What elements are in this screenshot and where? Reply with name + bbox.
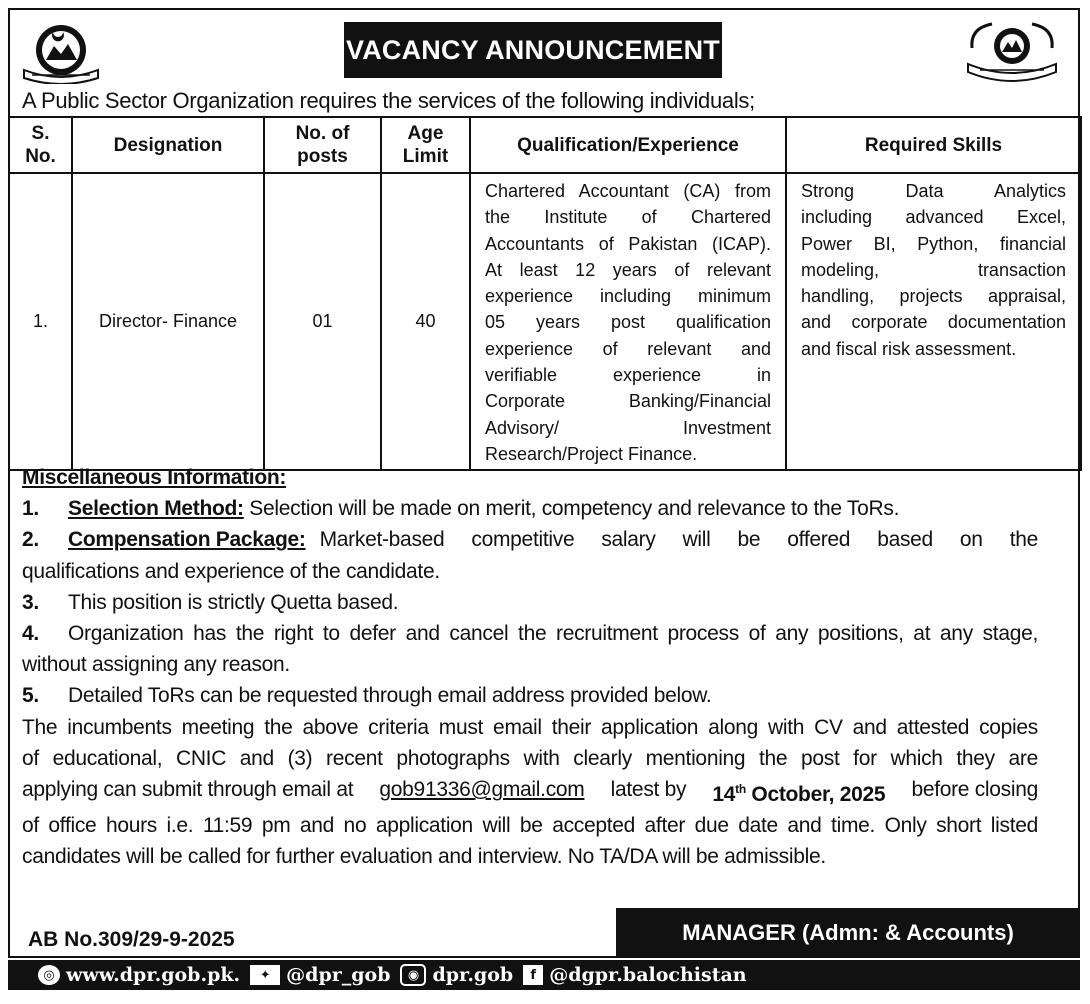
column-header-sno: S. No. (9, 117, 72, 173)
item-number: 3. (22, 590, 39, 614)
deadline-month-year: October, 2025 (751, 783, 886, 807)
social-website[interactable] (38, 964, 240, 986)
instructions-line-deadline (22, 774, 1038, 810)
cell-skills (786, 173, 1081, 470)
table-header-row (9, 117, 1081, 173)
instagram-handle: dpr.gob (432, 964, 514, 986)
cell-posts: 01 (264, 173, 381, 470)
government-emblem-logo (20, 18, 102, 84)
deadline-ordinal: th (735, 782, 746, 797)
vacancy-title-banner: VACANCY ANNOUNCEMENT (344, 22, 722, 78)
facebook-icon: f (523, 965, 543, 985)
misc-item (22, 493, 1038, 524)
misc-item (22, 587, 1038, 618)
social-instagram[interactable] (400, 964, 513, 986)
item-text: This position is strictly Quetta based. (68, 590, 399, 614)
instructions-text: applying can submit through email at (22, 778, 354, 802)
ab-number: AB No.309/29-9-2025 (28, 928, 235, 951)
instructions-line: candidates will be called for further evaluation and interview. No TA/DA will be admissible. (22, 845, 826, 869)
intro-text: A Public Sector Organization requires the services of the following individuals; (22, 88, 755, 113)
instructions-line: The incumbents meeting the above criteria must email their application along with CV and attested copies (22, 715, 1038, 739)
item-number: 5. (22, 684, 39, 708)
qualification-line: verifiable experience in (485, 365, 771, 386)
skills-line: including advanced Excel, (801, 207, 1066, 228)
misc-item (22, 618, 1038, 649)
qualification-line: Accountants of Pakistan (ICAP). (485, 233, 771, 254)
misc-section (22, 462, 1038, 873)
cell-qualification (470, 173, 786, 470)
item-text: Organization has the right to defer and cancel the recruitment process of any positions, at any stage, (68, 622, 1038, 646)
item-text: Detailed ToRs can be requested through email address provided below. (68, 684, 712, 708)
social-media-bar (8, 960, 1080, 990)
item-label: Selection Method: (68, 497, 244, 521)
item-number: 4. (22, 622, 39, 646)
facebook-handle: @dgpr.balochistan (549, 964, 747, 986)
twitter-handle: @dpr_gob (286, 964, 391, 986)
cell-age: 40 (381, 173, 470, 470)
column-header-age: Age Limit (381, 117, 470, 173)
website-url: www.dpr.gob.pk. (66, 964, 241, 986)
skills-line: modeling, transaction (801, 259, 1066, 280)
instagram-icon: ◉ (400, 964, 426, 986)
qualification-line: the Institute of Chartered (485, 207, 771, 228)
instructions-text: latest by (610, 778, 687, 802)
instructions-line: of office hours i.e. 11:59 pm and no application will be accepted after due date and time. Only short listed (22, 814, 1038, 838)
instructions-line: of educational, CNIC and (3) recent photographs with clearly mentioning the post for which they are (22, 746, 1038, 770)
skills-line: Power BI, Python, financial (801, 233, 1066, 254)
deadline-day: 14 (712, 783, 736, 807)
table-row (9, 173, 1081, 470)
column-header-posts: No. of posts (264, 117, 381, 173)
qualification-line: experience including minimum (485, 286, 771, 307)
skills-line: Strong Data Analytics (801, 181, 1066, 201)
item-label: Compensation Package: (68, 528, 306, 552)
misc-title: Miscellaneous Information: (22, 466, 287, 489)
skills-line: handling, projects appraisal, (801, 286, 1066, 307)
cell-designation: Director- Finance (72, 173, 264, 470)
column-header-skills: Required Skills (786, 117, 1081, 173)
cell-sno: 1. (9, 173, 72, 470)
qualification-line: Corporate Banking/Financial (485, 391, 771, 412)
qualification-line: 05 years post qualification (485, 312, 771, 333)
misc-item (22, 524, 1038, 555)
skills-line: and fiscal risk assessment. (801, 338, 1017, 359)
social-twitter[interactable] (250, 964, 390, 986)
qualification-line: Research/Project Finance. (485, 443, 698, 464)
item-number: 1. (22, 497, 39, 521)
twitter-icon: ✦ (250, 965, 280, 985)
application-email-link[interactable]: gob91336@gmail.com (379, 778, 585, 802)
qualification-line: At least 12 years of relevant (485, 259, 771, 280)
qualification-line: Advisory/ Investment (485, 417, 771, 438)
vacancy-table (8, 116, 1082, 471)
social-facebook[interactable] (523, 964, 746, 986)
misc-item (22, 680, 1038, 711)
item-text: Selection will be made on merit, competency and relevance to the ToRs. (249, 497, 900, 521)
department-emblem-logo (962, 18, 1062, 84)
qualification-line: Chartered Accountant (CA) from (485, 181, 771, 201)
item-text: Market-based competitive salary will be offered based on the (319, 528, 1038, 552)
instructions-text: before closing (911, 778, 1038, 802)
manager-signature-block: MANAGER (Admn: & Accounts) (616, 908, 1080, 958)
column-header-qualification: Qualification/Experience (470, 117, 786, 173)
qualification-line: experience of relevant and (485, 338, 771, 359)
globe-icon: ◎ (38, 965, 60, 985)
skills-line: and corporate documentation (801, 312, 1066, 333)
item-text-continued: without assigning any reason. (22, 653, 290, 677)
item-number: 2. (22, 528, 39, 552)
column-header-designation: Designation (72, 117, 264, 173)
deadline-date (712, 774, 885, 810)
item-text-continued: qualifications and experience of the candidate. (22, 559, 440, 583)
